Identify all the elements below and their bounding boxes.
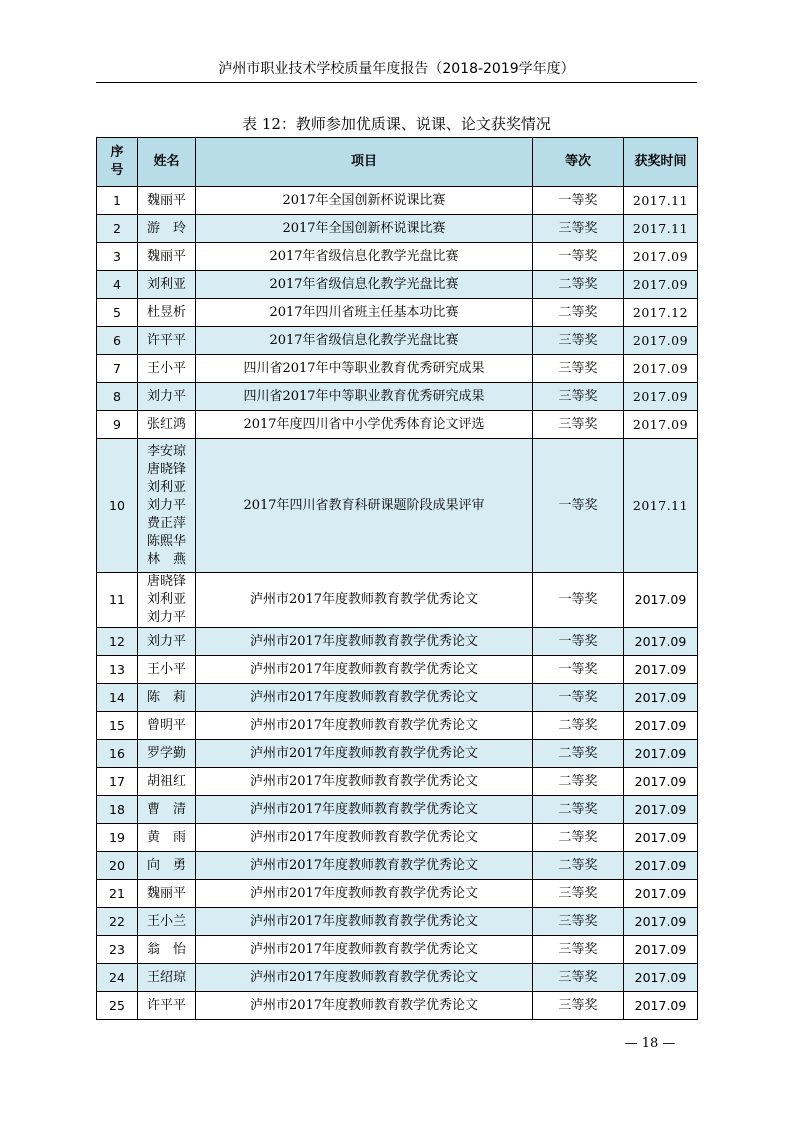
cell-no: 18 xyxy=(97,796,138,824)
cell-level: 三等奖 xyxy=(533,411,624,439)
table-row xyxy=(97,187,698,215)
cell-name: 唐晓锋 刘利亚 刘力平 xyxy=(138,573,196,628)
cell-no: 6 xyxy=(97,327,138,355)
cell-date: 2017.09 xyxy=(624,936,698,964)
cell-name: 曹 清 xyxy=(138,796,196,824)
cell-date: 2017.09 xyxy=(624,964,698,992)
cell-date: 2017.09 xyxy=(624,740,698,768)
cell-no: 20 xyxy=(97,852,138,880)
cell-date: 2017.09 xyxy=(624,712,698,740)
report-header-title: 泸州市职业技术学校质量年度报告（2018-2019学年度） xyxy=(218,61,575,77)
cell-date: 2017.09 xyxy=(624,243,698,271)
cell-project: 泸州市2017年度教师教育教学优秀论文 xyxy=(196,573,533,628)
table-row xyxy=(97,852,698,880)
table-row xyxy=(97,684,698,712)
cell-name: 许平平 xyxy=(138,992,196,1020)
table-row xyxy=(97,992,698,1020)
cell-level: 二等奖 xyxy=(533,271,624,299)
cell-level: 一等奖 xyxy=(533,628,624,656)
cell-date: 2017.09 xyxy=(624,411,698,439)
cell-project: 泸州市2017年度教师教育教学优秀论文 xyxy=(196,992,533,1020)
cell-level: 二等奖 xyxy=(533,712,624,740)
awards-table xyxy=(96,137,698,1020)
header-divider xyxy=(96,82,697,83)
cell-name: 王小平 xyxy=(138,355,196,383)
page-number: — 18 — xyxy=(624,1036,676,1051)
cell-level: 二等奖 xyxy=(533,796,624,824)
table-row xyxy=(97,908,698,936)
cell-date: 2017.11 xyxy=(624,439,698,573)
cell-level: 一等奖 xyxy=(533,684,624,712)
table-row xyxy=(97,936,698,964)
table-row xyxy=(97,628,698,656)
cell-project: 2017年度四川省中小学优秀体育论文评选 xyxy=(196,411,533,439)
cell-date: 2017.11 xyxy=(624,215,698,243)
cell-name: 罗学勤 xyxy=(138,740,196,768)
cell-no: 17 xyxy=(97,768,138,796)
cell-name: 翁 怡 xyxy=(138,936,196,964)
table-row xyxy=(97,796,698,824)
cell-level: 一等奖 xyxy=(533,439,624,573)
table-row xyxy=(97,964,698,992)
cell-name: 魏丽平 xyxy=(138,880,196,908)
cell-level: 三等奖 xyxy=(533,964,624,992)
cell-no: 25 xyxy=(97,992,138,1020)
cell-project: 2017年省级信息化教学光盘比赛 xyxy=(196,271,533,299)
cell-no: 8 xyxy=(97,383,138,411)
cell-name: 刘力平 xyxy=(138,628,196,656)
cell-project: 泸州市2017年度教师教育教学优秀论文 xyxy=(196,740,533,768)
cell-date: 2017.11 xyxy=(624,187,698,215)
cell-level: 一等奖 xyxy=(533,243,624,271)
cell-project: 四川省2017年中等职业教育优秀研究成果 xyxy=(196,383,533,411)
table-row xyxy=(97,824,698,852)
cell-name: 张红鸿 xyxy=(138,411,196,439)
cell-no: 15 xyxy=(97,712,138,740)
cell-name: 王小兰 xyxy=(138,908,196,936)
cell-project: 泸州市2017年度教师教育教学优秀论文 xyxy=(196,936,533,964)
column-header-date: 获奖时间 xyxy=(624,138,698,187)
table-row xyxy=(97,880,698,908)
table-row xyxy=(97,768,698,796)
table-row xyxy=(97,243,698,271)
cell-no: 3 xyxy=(97,243,138,271)
cell-name: 游 玲 xyxy=(138,215,196,243)
cell-project: 泸州市2017年度教师教育教学优秀论文 xyxy=(196,684,533,712)
cell-no: 24 xyxy=(97,964,138,992)
cell-level: 三等奖 xyxy=(533,327,624,355)
cell-project: 2017年四川省班主任基本功比赛 xyxy=(196,299,533,327)
table-body xyxy=(97,187,698,1020)
cell-name: 王小平 xyxy=(138,656,196,684)
cell-project: 2017年全国创新杯说课比赛 xyxy=(196,187,533,215)
cell-level: 一等奖 xyxy=(533,187,624,215)
cell-date: 2017.09 xyxy=(624,908,698,936)
cell-project: 泸州市2017年度教师教育教学优秀论文 xyxy=(196,712,533,740)
cell-level: 一等奖 xyxy=(533,656,624,684)
cell-level: 二等奖 xyxy=(533,768,624,796)
cell-level: 三等奖 xyxy=(533,215,624,243)
cell-date: 2017.09 xyxy=(624,628,698,656)
table-row xyxy=(97,740,698,768)
table-row xyxy=(97,271,698,299)
cell-name: 许平平 xyxy=(138,327,196,355)
table-row xyxy=(97,573,698,628)
column-header-name: 姓名 xyxy=(138,138,196,187)
table-row xyxy=(97,383,698,411)
cell-project: 泸州市2017年度教师教育教学优秀论文 xyxy=(196,880,533,908)
cell-level: 二等奖 xyxy=(533,299,624,327)
cell-project: 四川省2017年中等职业教育优秀研究成果 xyxy=(196,355,533,383)
cell-no: 19 xyxy=(97,824,138,852)
cell-project: 2017年省级信息化教学光盘比赛 xyxy=(196,327,533,355)
cell-name: 魏丽平 xyxy=(138,243,196,271)
cell-no: 2 xyxy=(97,215,138,243)
cell-no: 9 xyxy=(97,411,138,439)
cell-project: 泸州市2017年度教师教育教学优秀论文 xyxy=(196,908,533,936)
cell-project: 2017年全国创新杯说课比赛 xyxy=(196,215,533,243)
cell-project: 泸州市2017年度教师教育教学优秀论文 xyxy=(196,656,533,684)
table-row xyxy=(97,411,698,439)
cell-level: 三等奖 xyxy=(533,383,624,411)
cell-project: 泸州市2017年度教师教育教学优秀论文 xyxy=(196,824,533,852)
cell-level: 一等奖 xyxy=(533,573,624,628)
cell-no: 12 xyxy=(97,628,138,656)
cell-project: 泸州市2017年度教师教育教学优秀论文 xyxy=(196,796,533,824)
cell-project: 泸州市2017年度教师教育教学优秀论文 xyxy=(196,852,533,880)
cell-name: 刘利亚 xyxy=(138,271,196,299)
table-row xyxy=(97,299,698,327)
cell-name: 李安琼 唐晓锋 刘利亚 刘力平 费正萍 陈熙华 林 燕 xyxy=(138,439,196,573)
cell-name: 陈 莉 xyxy=(138,684,196,712)
cell-date: 2017.09 xyxy=(624,768,698,796)
cell-name: 黄 雨 xyxy=(138,824,196,852)
cell-date: 2017.09 xyxy=(624,355,698,383)
cell-name: 曾明平 xyxy=(138,712,196,740)
cell-level: 三等奖 xyxy=(533,992,624,1020)
table-header-row xyxy=(97,138,698,187)
cell-project: 2017年四川省教育科研课题阶段成果评审 xyxy=(196,439,533,573)
cell-project: 泸州市2017年度教师教育教学优秀论文 xyxy=(196,964,533,992)
cell-level: 二等奖 xyxy=(533,852,624,880)
cell-level: 二等奖 xyxy=(533,740,624,768)
table-row xyxy=(97,656,698,684)
cell-level: 二等奖 xyxy=(533,824,624,852)
cell-date: 2017.09 xyxy=(624,684,698,712)
table-row xyxy=(97,712,698,740)
cell-project: 2017年省级信息化教学光盘比赛 xyxy=(196,243,533,271)
cell-no: 13 xyxy=(97,656,138,684)
cell-date: 2017.09 xyxy=(624,796,698,824)
table-row xyxy=(97,215,698,243)
cell-name: 刘力平 xyxy=(138,383,196,411)
cell-name: 向 勇 xyxy=(138,852,196,880)
cell-level: 三等奖 xyxy=(533,908,624,936)
cell-date: 2017.09 xyxy=(624,271,698,299)
cell-project: 泸州市2017年度教师教育教学优秀论文 xyxy=(196,628,533,656)
cell-date: 2017.09 xyxy=(624,852,698,880)
cell-name: 杜昱析 xyxy=(138,299,196,327)
cell-level: 三等奖 xyxy=(533,355,624,383)
cell-name: 胡祖红 xyxy=(138,768,196,796)
column-header-project: 项目 xyxy=(196,138,533,187)
cell-no: 7 xyxy=(97,355,138,383)
cell-no: 23 xyxy=(97,936,138,964)
cell-name: 王绍琼 xyxy=(138,964,196,992)
column-header-no: 序号 xyxy=(97,138,138,187)
cell-date: 2017.09 xyxy=(624,573,698,628)
cell-no: 16 xyxy=(97,740,138,768)
column-header-level: 等次 xyxy=(533,138,624,187)
cell-no: 14 xyxy=(97,684,138,712)
cell-date: 2017.09 xyxy=(624,880,698,908)
table-row xyxy=(97,439,698,573)
cell-date: 2017.09 xyxy=(624,383,698,411)
cell-no: 4 xyxy=(97,271,138,299)
cell-date: 2017.09 xyxy=(624,327,698,355)
cell-name: 魏丽平 xyxy=(138,187,196,215)
cell-date: 2017.12 xyxy=(624,299,698,327)
table-row xyxy=(97,355,698,383)
cell-no: 10 xyxy=(97,439,138,573)
cell-date: 2017.09 xyxy=(624,992,698,1020)
table-row xyxy=(97,327,698,355)
cell-date: 2017.09 xyxy=(624,824,698,852)
table-caption: 表 12：教师参加优质课、说课、论文获奖情况 xyxy=(242,115,551,133)
cell-no: 22 xyxy=(97,908,138,936)
cell-project: 泸州市2017年度教师教育教学优秀论文 xyxy=(196,768,533,796)
cell-level: 三等奖 xyxy=(533,880,624,908)
cell-date: 2017.09 xyxy=(624,656,698,684)
cell-no: 21 xyxy=(97,880,138,908)
cell-no: 1 xyxy=(97,187,138,215)
cell-no: 11 xyxy=(97,573,138,628)
cell-no: 5 xyxy=(97,299,138,327)
cell-level: 三等奖 xyxy=(533,936,624,964)
